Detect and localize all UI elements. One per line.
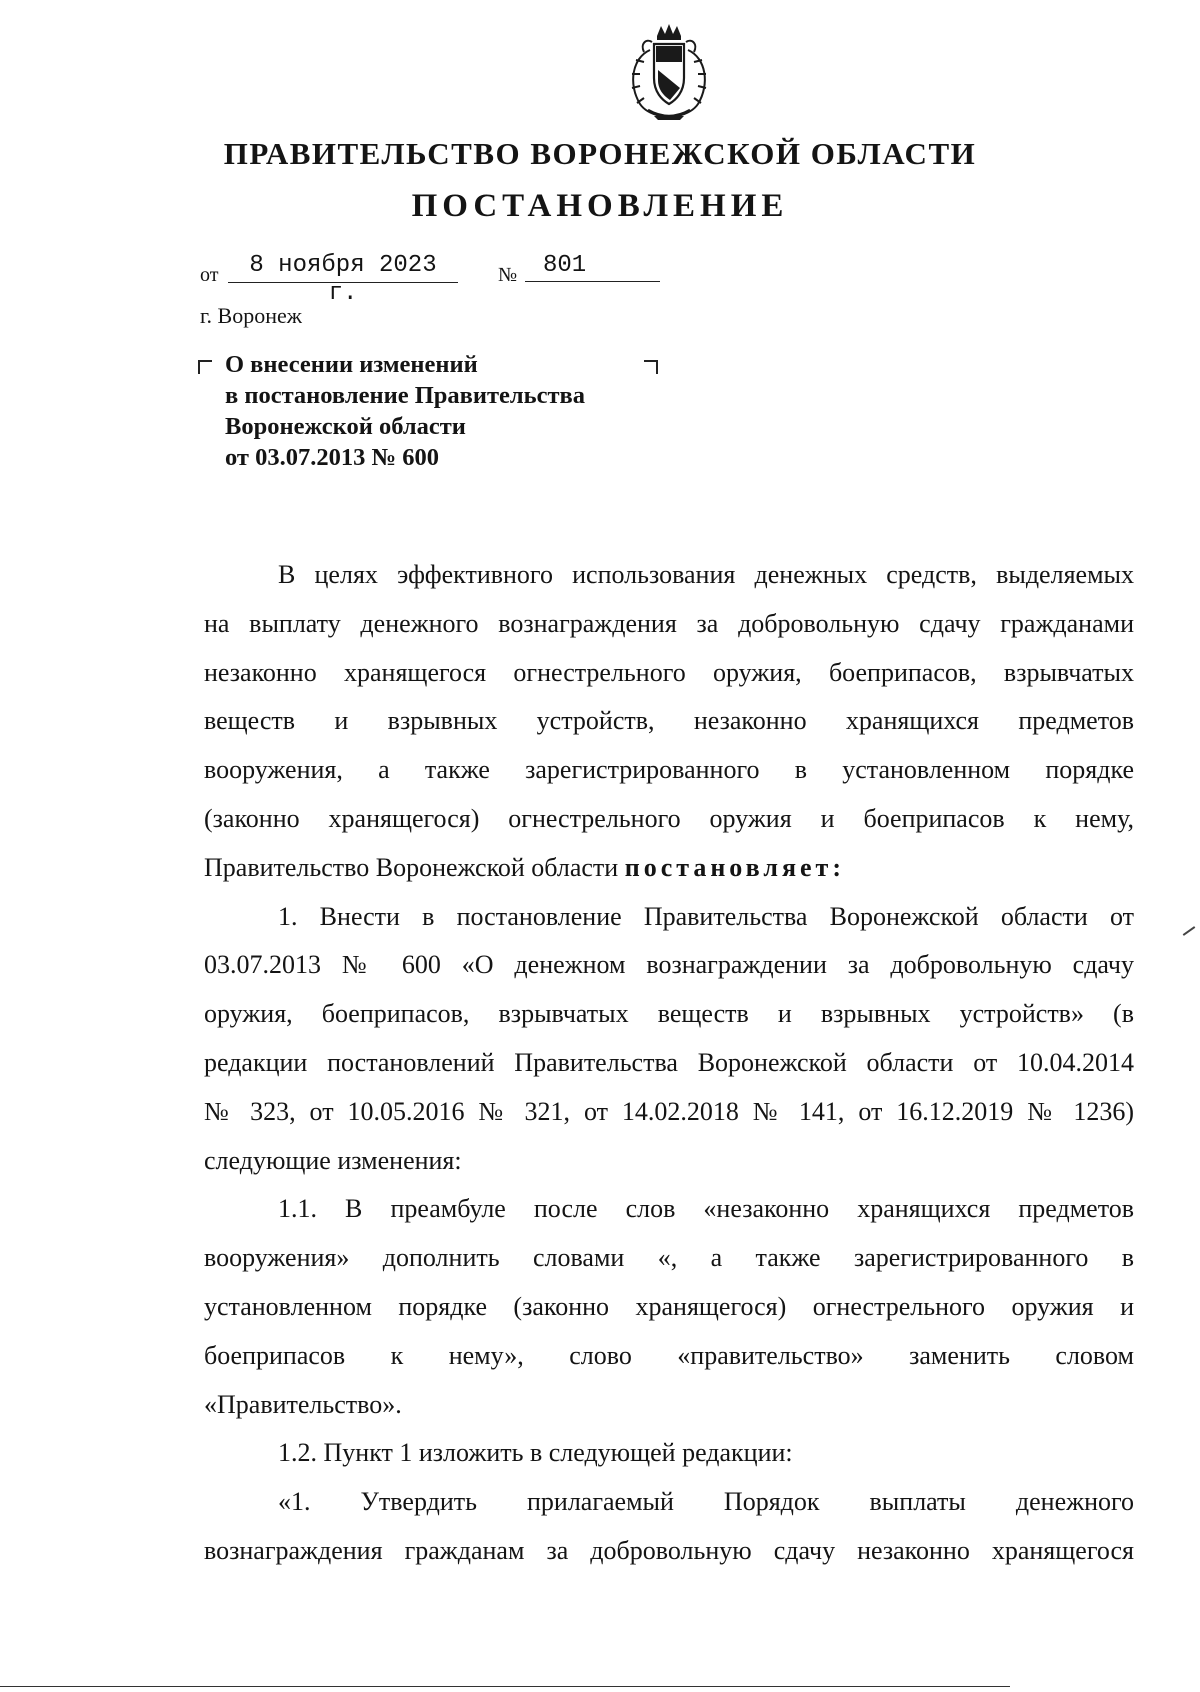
date-prefix: от — [200, 264, 219, 286]
subject-line: О внесении изменений — [225, 351, 478, 378]
city: г. Воронеж — [200, 303, 302, 328]
body-line: «1. Утвердить прилагаемый Порядок выплаты денежного — [278, 1487, 1134, 1517]
body-line: 1.2. Пункт 1 изложить в следующей редакции: — [278, 1438, 793, 1468]
subject-line: в постановление Правительства — [225, 382, 585, 409]
body-line: В целях эффективного использования денежных средств, выделяемых — [278, 560, 1134, 589]
document-type: ПОСТАНОВЛЕНИЕ — [411, 188, 789, 224]
number-sign: № — [498, 264, 518, 286]
body-line: редакции постановлений Правительства Воронежской области от 10.04.2014 — [204, 1047, 1134, 1077]
body-line: боеприпасов к нему», слово «правительство» заменить словом — [204, 1340, 1134, 1370]
document-body — [204, 551, 1134, 1576]
document-date: 8 ноября 2023 г. — [228, 252, 458, 283]
subject-line: от 03.07.2013 № 600 — [225, 444, 439, 471]
subject-bracket-right — [644, 360, 658, 374]
body-line: (законно хранящегося) огнестрельного оружия и боеприпасов к нему, — [204, 803, 1134, 833]
coat-of-arms-icon — [614, 22, 724, 122]
body-line: установленном порядке (законно хранящегося) огнестрельного оружия и — [204, 1291, 1134, 1321]
body-line: вооружения» дополнить словами «, а также зарегистрированного в — [204, 1243, 1134, 1273]
body-line: следующие изменения: — [204, 1145, 462, 1175]
body-line — [204, 844, 1134, 893]
body-line: оружия, боеприпасов, взрывчатых веществ и взрывных устройств» (в — [204, 999, 1134, 1029]
government-title: ПРАВИТЕЛЬСТВО ВОРОНЕЖСКОЙ ОБЛАСТИ — [223, 136, 977, 171]
body-line: веществ и взрывных устройств, незаконно хранящихся предметов — [204, 706, 1134, 736]
body-line: 1. Внести в постановление Правительства Воронежской области от — [278, 901, 1134, 931]
body-line: № 323, от 10.05.2016 № 321, от 14.02.2018 № 141, от 16.12.2019 № 1236) — [204, 1096, 1134, 1126]
body-line: вооружения, а также зарегистрированного в установленном порядке — [204, 755, 1134, 785]
body-line: незаконно хранящегося огнестрельного оружия, боеприпасов, взрывчатых — [204, 657, 1134, 687]
body-line: вознаграждения гражданам за добровольную сдачу незаконно хранящегося — [204, 1535, 1134, 1565]
subject-bracket-left — [198, 360, 212, 374]
body-line: 03.07.2013 № 600 «О денежном вознаграждении за добровольную сдачу — [204, 950, 1134, 980]
margin-scan-mark — [1183, 926, 1196, 936]
subject-line: Воронежской области — [225, 413, 466, 440]
date-number-line — [200, 252, 680, 307]
body-line: «Правительство». — [204, 1389, 402, 1419]
page-bottom-rule — [0, 1686, 1010, 1687]
body-line: на выплату денежного вознаграждения за добровольную сдачу гражданами — [204, 608, 1134, 638]
preamble-end: Правительство Воронежской области — [204, 852, 625, 882]
document-subject — [225, 349, 585, 473]
body-line: 1.1. В преамбуле после слов «незаконно хранящихся предметов — [278, 1194, 1134, 1224]
decrees-word: постановляет: — [624, 852, 845, 882]
document-number: 801 — [525, 252, 660, 282]
